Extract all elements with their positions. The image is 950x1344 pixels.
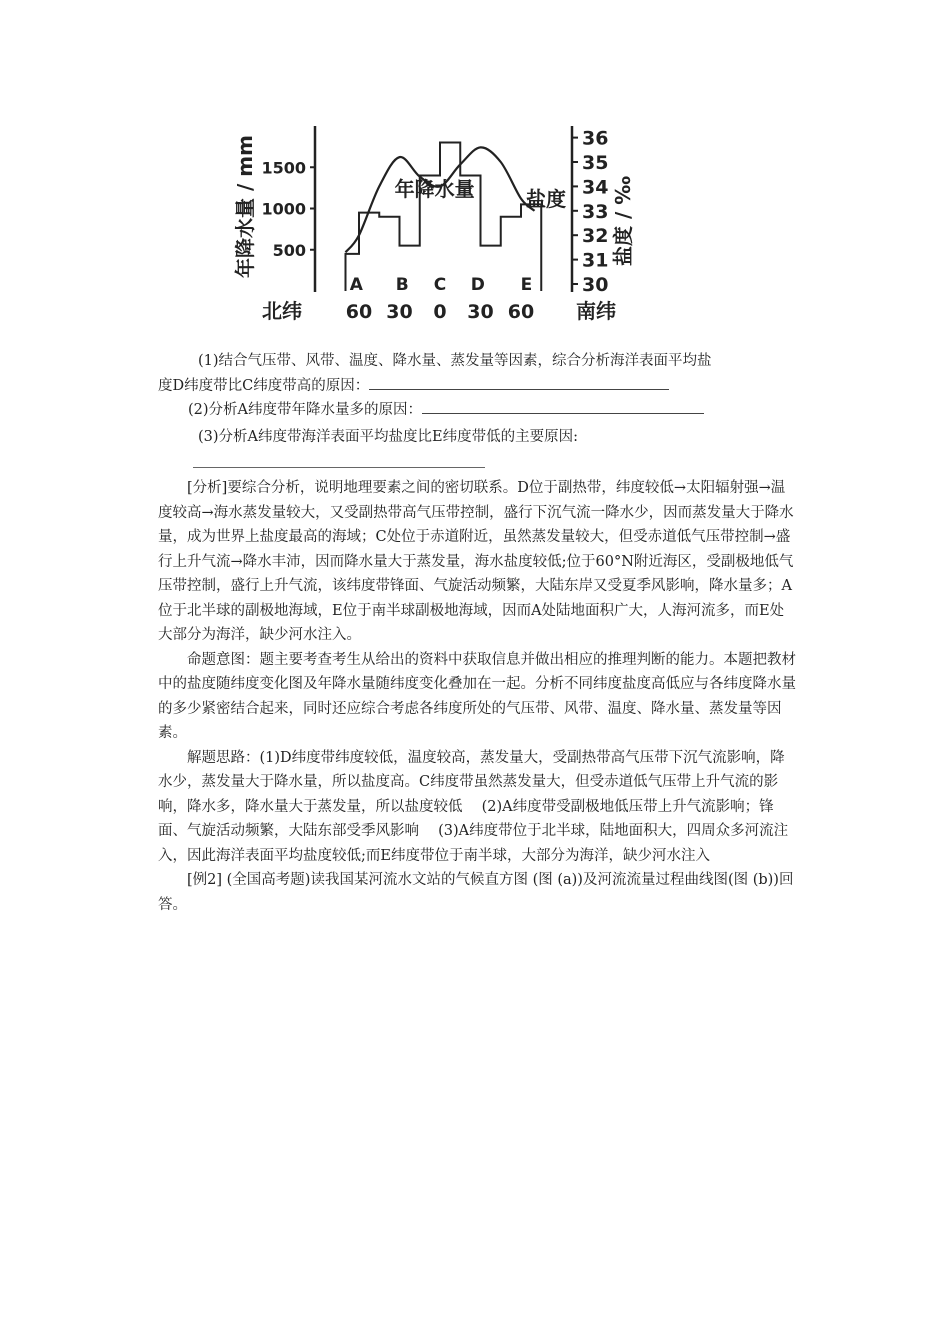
right-tick-label: 34 [582,176,609,199]
question-1-text: 度D纬度带比C纬度带高的原因： [158,377,370,394]
question-3 [158,425,798,450]
svg-text:年降水量 / mm: 年降水量 / mm [233,135,257,278]
analysis-paragraph: [分析]要综合分析，说明地理要素之间的密切联系。D位于副热带，纬度较低→太阳辐射强→温度较高→海水蒸发量较大，又受副热带高气压带控制，盛行下沉气流一降水少，因而蒸发量大于降水量，成为世界上盐度最高的海域；C处位于赤道附近，虽然蒸发量较大，但受赤道低气压带控制→盛行上升气流→降水丰沛，因而降水量大于蒸发量，海水盐度较低;位于60°N附近海区，受副极地低气压带控制，盛行上升气流，该纬度带锋面、气旋活动频繁，大陆东岸又受夏季风影响，降水量多；A位于北半球的副极地海域，E位于南半球副极地海域，因而A处陆地面积广大，人海河流多，而E处大部分为海洋，缺少河水注入。 [158,480,794,643]
right-axis-unit: ‰ [611,175,635,205]
solution-paragraph: 解题思路：(1)D纬度带纬度较低，温度较高，蒸发量大，受副热带高气压带下沉气流影响，降水少，蒸发量大于降水量，所以盐度高。C纬度带虽然蒸发量大，但受赤道低气压带上升气流的影响，降水多，降水量大于蒸发量，所以盐度较低 (2)A纬度带受副极地低压带上升气流影响；锋面、气旋活动频繁，大陆东部受季风影响 (3)A纬度带位于北半球，陆地面积大，四周众多河流注入，因此海洋表面平均盐度较低;而E纬度带位于南半球，大部分为海洋，缺少河水注入 [158,749,789,864]
x-tick-label: 60 [507,301,535,323]
salinity-precipitation-chart [230,118,650,330]
zone-label-B: B [395,275,409,295]
zone-label-E: E [520,275,533,295]
x-tick-label: 30 [386,301,413,323]
question-3-text: (3)分析A纬度带海洋表面平均盐度比E纬度带低的主要原因: [198,429,578,445]
precipitation-step-line [346,143,542,292]
answer-blank-1[interactable] [369,375,669,390]
zone-label-C: C [433,275,447,295]
x-tick-label: 60 [345,301,373,323]
zone-label-A: A [349,275,363,295]
question-1-line-2 [158,374,798,399]
x-tick-label: 30 [467,301,494,323]
answer-blank-2[interactable] [422,399,704,414]
svg-text:盐度 / ‰: 盐度 / ‰ [611,175,635,266]
question-1-line-1: (1)结合气压带、风带、温度、降水量、蒸发量等因素，综合分析海洋表面平均盐 [198,353,712,369]
right-tick-label: 36 [582,127,609,150]
right-tick-label: 35 [582,152,609,174]
question-1 [158,349,798,398]
left-tick-label: 1500 [261,158,306,178]
left-tick-label: 500 [272,240,306,260]
example-2-paragraph: [例2] (全国高考题)读我国某河流水文站的气候直方图 (图 (a))及河流流量过程曲线图(图 (b))回答。 [158,872,794,913]
left-axis-title [233,135,257,278]
x-label-south: 南纬 [576,299,616,323]
right-tick-label: 31 [582,249,609,272]
analysis-section [158,476,798,917]
precipitation-series-label: 年降水量 [394,177,475,202]
x-tick-label: 0 [433,301,447,323]
right-axis-title [611,176,635,266]
question-2 [158,398,798,423]
salinity-series-label: 盐度 [526,186,566,211]
left-axis-unit: mm [233,135,257,177]
intent-paragraph: 命题意图：题主要考查考生从给出的资料中获取信息并做出相应的推理判断的能力。本题把教材中的盐度随纬度变化图及年降水量随纬度变化叠加在一起。分析不同纬度盐度高低应与各纬度降水量的多少紧密结合起来，同时还应综合考虑各纬度所处的气压带、风带、温度、降水量、蒸发量等因素。 [158,651,796,741]
x-label-north: 北纬 [262,299,302,323]
answer-blank-3[interactable] [193,467,485,468]
left-axis-label: 年降水量 [233,198,257,278]
right-tick-label: 33 [582,200,609,223]
right-tick-label: 30 [582,274,609,296]
left-tick-label: 1000 [261,199,306,219]
question-2-text: (2)分析A纬度带年降水量多的原因： [188,402,423,418]
right-tick-label: 32 [582,225,609,248]
right-axis-label: 盐度 [611,226,635,266]
zone-label-D: D [470,275,485,295]
